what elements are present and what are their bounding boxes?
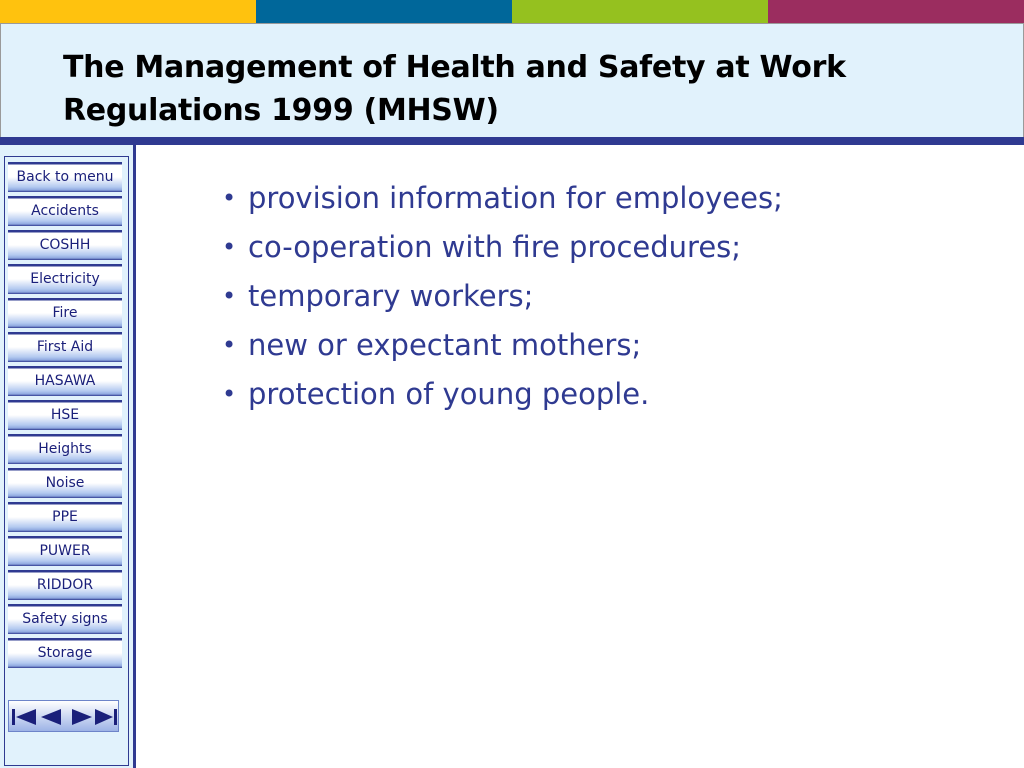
nav-storage-button[interactable]: Storage — [8, 638, 122, 668]
nav-safety-signs-button[interactable]: Safety signs — [8, 604, 122, 634]
bullet-list — [222, 174, 1002, 419]
bullet-item: • temporary workers; — [222, 272, 1002, 321]
nav-electricity-button[interactable]: Electricity — [8, 264, 122, 294]
nav-riddor-button[interactable]: RIDDOR — [8, 570, 122, 600]
bullet-item: • protection of young people. — [222, 370, 1002, 419]
nav-heights-button[interactable]: Heights — [8, 434, 122, 464]
bullet-item: • new or expectant mothers; — [222, 321, 1002, 370]
color-strip-purple — [768, 0, 1024, 23]
slide-title-line-1: The Management of Health and Safety at Work — [63, 50, 846, 85]
color-strip-green — [512, 0, 768, 23]
bullet-item: • co-operation with fire procedures; — [222, 223, 1002, 272]
slide-title — [63, 46, 963, 132]
slide-title-line-2: Regulations 1999 (MHSW) — [63, 93, 499, 128]
nav-fire-button[interactable]: Fire — [8, 298, 122, 328]
color-strip-yellow — [0, 0, 256, 23]
nav-back-to-menu-button[interactable]: Back to menu — [8, 162, 122, 192]
nav-ppe-button[interactable]: PPE — [8, 502, 122, 532]
next-icon[interactable] — [72, 709, 92, 725]
skip-to-end-icon[interactable] — [95, 709, 117, 725]
skip-to-start-icon[interactable] — [12, 709, 36, 725]
previous-icon[interactable] — [41, 709, 61, 725]
sidebar-divider — [133, 145, 136, 768]
color-strip-teal — [256, 0, 512, 23]
nav-accidents-button[interactable]: Accidents — [8, 196, 122, 226]
nav-hse-button[interactable]: HSE — [8, 400, 122, 430]
nav-noise-button[interactable]: Noise — [8, 468, 122, 498]
color-strip — [0, 0, 1024, 23]
bullet-item: • provision information for employees; — [222, 174, 1002, 223]
playback-icons — [9, 701, 120, 733]
slide-header — [0, 23, 1024, 137]
nav-hasawa-button[interactable]: HASAWA — [8, 366, 122, 396]
nav-puwer-button[interactable]: PUWER — [8, 536, 122, 566]
header-divider — [0, 137, 1024, 145]
nav-coshh-button[interactable]: COSHH — [8, 230, 122, 260]
slide-navigation-controls — [8, 700, 119, 732]
nav-first-aid-button[interactable]: First Aid — [8, 332, 122, 362]
